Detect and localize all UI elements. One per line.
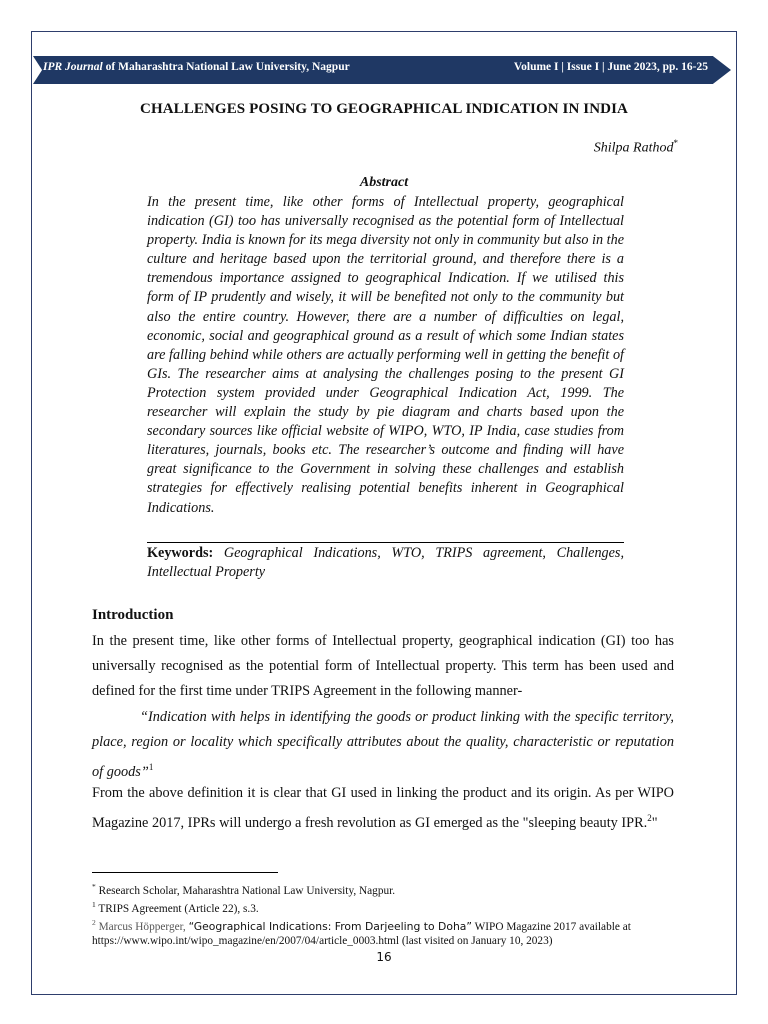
article-title: CHALLENGES POSING TO GEOGRAPHICAL INDICATION IN INDIA (140, 101, 628, 117)
footnote-author: * Research Scholar, Maharashtra National Law University, Nagpur. (92, 882, 396, 897)
keywords-list: Geographical Indications, WTO, TRIPS agreement, Challenges, Intellectual Property (147, 545, 624, 580)
footnote-2: $^2$ Marcus Höpperger, “Geographical Indications: From Darjeeling to Doha” WIPO Magazine 2017 available at https://www.wipo.int/wipo_magazine/en/2007/04/article_0003.html (last visited on January 10, 2023) (92, 917, 631, 947)
journal-name: IPR Journal of Maharashtra National Law University, Nagpur (43, 61, 350, 73)
page-number: 16 (376, 950, 392, 964)
journal-issue-info: Volume I | Issue I | June 2023, pp. 16-25 (513, 61, 708, 73)
section-heading-introduction: Introduction (92, 607, 174, 623)
footnote-ref-2: 2 (647, 813, 652, 824)
footnote-1: $^1$ TRIPS Agreement (Article 22), s.3. (92, 899, 259, 915)
footnote-divider (92, 872, 278, 873)
keywords-label: Keywords: (147, 545, 214, 561)
footnote-ref-1: 1 (148, 762, 154, 773)
abstract-text: In the present time, like other forms of Intellectual property, geographical indication (GI) too has universally recognised as the potential form of Intellectual property. India is known for its mega diversity not only in community but also in the culture and heritage based upon the territorial ground, and therefore there is a tremendous importance assigned to geographical Indication. If we utilised this form of IP prudently and wisely, it will be benefited not only to the community but also the entire country. However, there are a number of difficulties on legal, economic, social and geographical ground as a result of which some Indian states are falling behind while others are actually performing well in getting the benefit of GIs. The researcher aims at analysing the challenges posing to the present GI Protection system provided under Geographical Indication Act, 1999. The researcher will explain the study by pie diagram and charts based upon the secondary sources like official website of WIPO, WTO, IP India, case studies from literatures, journals, books etc. The researcher’s outcome and finding will have great significance to the Government in solving these challenges and establish strategies for effectively realising potential benefits inherent in Geographical Indications. (147, 194, 624, 516)
footnotes (92, 880, 682, 948)
keywords-divider (147, 542, 624, 543)
author-name: Shilpa Rathod* (593, 138, 678, 156)
trips-definition-quote: “Indication with helps in identifying the goods or product linking with the specific territory, place, region or locality which specifically attributes about the quality, characteristic or reputation of goods”$^1$ (92, 709, 674, 781)
intro-paragraph-2: From the above definition it is clear that GI used in linking the product and its origin. As per WIPO Magazine 2017, IPRs will undergo a fresh revolution as GI emerged as the "sleeping beauty IPR.$^2$" (92, 785, 674, 831)
intro-paragraph-1: In the present time, like other forms of Intellectual property, geographical indication (GI) too has universally recognised as the potential form of Intellectual property. This term has been used and defined for the first time under TRIPS Agreement in the following manner- (92, 633, 674, 700)
keywords (147, 544, 624, 582)
abstract-heading: Abstract (359, 175, 409, 190)
